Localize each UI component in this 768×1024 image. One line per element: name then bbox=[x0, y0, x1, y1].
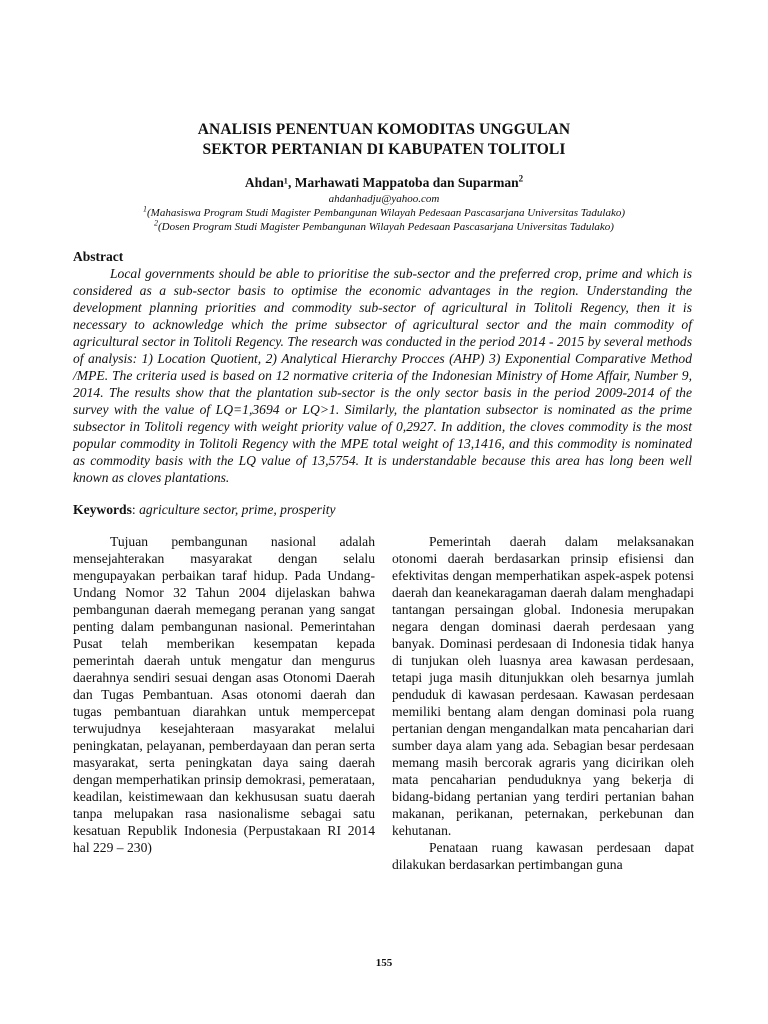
paragraph: Tujuan pembangunan nasional adalah mensejahterakan masyarakat dengan selalu mengupayakan perbaikan taraf hidup. Pada Undang-Undang Nomor 32 Tahun 2004 dijelaskan bahwa pembangunan daerah memegang peranan yang sangat penting dalam pembangunan nasional. Pemerintahan Pusat telah memberikan kesempatan kepada pemerintah daerah untuk mengatur dan mengurus daerahnya sendiri sesuai dengan asas Otonomi Daerah dan Tugas Pembantuan. Asas otonomi daerah dan tugas pembantuan diarahkan untuk mempercepat terwujudnya kesejahteraan masyarakat melalui peningkatan, pelayanan, pemberdayaan dan peran serta masyarakat, serta peningkatan daya saing daerah dengan memperhatikan prinsip demokrasi, pemerataan, keadilan, keistimewaan dan kekhususan suatu daerah tanpa melupakan rasa nasionalisme sebagai satu kesatuan Republik Indonesia (Perpustakaan RI 2014 hal 229 – 230) bbox=[73, 534, 375, 855]
paper-title-line-1: ANALISIS PENENTUAN KOMODITAS UNGGULAN bbox=[197, 121, 571, 138]
affiliation-2 bbox=[0, 220, 768, 234]
paper-title-line-2: SEKTOR PERTANIAN DI KABUPATEN TOLITOLI bbox=[202, 141, 566, 158]
abstract-heading: Abstract bbox=[73, 249, 124, 264]
keywords-label: Keywords bbox=[73, 502, 132, 517]
affiliation-1-text: (Mahasiswa Program Studi Magister Pembangunan Wilayah Pedesaan Pascasarjana Universitas Tadulako) bbox=[147, 207, 625, 219]
body-column-right bbox=[392, 533, 694, 873]
affiliation-1-marker: 1 bbox=[143, 204, 148, 214]
affiliation-1 bbox=[0, 206, 768, 220]
author-superscript: 2 bbox=[518, 173, 524, 184]
author-list bbox=[0, 175, 768, 191]
author-names: Ahdan¹, Marhawati Mappatoba dan Suparman bbox=[244, 175, 519, 190]
affiliation-2-text: (Dosen Program Studi Magister Pembangunan Wilayah Pedesaan Pascasarjana Universitas Tadulako) bbox=[158, 221, 614, 233]
keywords-separator: : bbox=[131, 502, 140, 517]
paragraph: Penataan ruang kawasan perdesaan dapat dilakukan berdasarkan pertimbangan guna bbox=[392, 840, 694, 872]
keywords-line bbox=[73, 501, 692, 518]
keywords-text: agriculture sector, prime, prosperity bbox=[139, 502, 336, 517]
paper-title bbox=[0, 120, 768, 160]
affiliation-2-marker: 2 bbox=[154, 218, 159, 228]
abstract-body: Local governments should be able to prioritise the sub-sector and the preferred crop, prime and which is considered as a sub-sector basis to optimise the economic advantages in the region. Understanding the development planning priorities and commodity sub-sector of agricultural in Tolitoli Regency, then it is necessary to acknowledge which the prime subsector of agricultural sector and the main commodity of agricultural sector in Tolitoli Regency. The research was conducted in the period 2014 - 2015 by several methods of analysis: 1) Location Quotient, 2) Analytical Hierarchy Procces (AHP) 3) Exponential Comparative Method /MPE. The criteria used is based on 12 normative criteria of the Indonesian Ministry of Home Affair, Number 9, 2014. The results show that the plantation sub-sector is the only sector basis in the period 2009-2014 of the survey with the value of LQ=1,3694 or LQ>1. Similarly, the plantation subsector is nominated as the prime subsector in Tolitoli regency with weight priority value of 0,2927. In addition, the cloves commodity is the most popular commodity in Tolitoli Regency with the MPE total weight of 13,1416, and this commodity is nominated as commodity basis with the LQ value of 13,5754. It is understandable because this area has long been well known as cloves plantations. bbox=[73, 266, 692, 485]
page-number: 155 bbox=[375, 957, 393, 969]
body-column-left bbox=[73, 533, 375, 856]
paragraph: Pemerintah daerah dalam melaksanakan otonomi daerah berdasarkan prinsip efisiensi dan efektivitas dengan memperhatikan aspek-aspek potensi daerah dan keanekaragaman daerah dalam menghadapi tantangan persaingan global. Indonesia merupakan negara dengan dominasi daerah perdesaan yang banyak. Dominasi perdesaan di Indonesia tidak hanya di tunjukan oleh luasnya area kawasan perdesaan, tetapi juga masih ditunjukkan oleh besarnya jumlah penduduk di kawasan perdesaan. Kawasan perdesaan memiliki bentang alam dengan dominasi pola ruang pertanian dengan mengandalkan mata pencaharian dari sumber daya alam yang ada. Sebagian besar perdesaan memang masih bercorak agraris yang dicirikan oleh mata pencaharian penduduknya yang bekerja di bidang-bidang pertanian yang terdiri pertanian bahan makanan, perikanan, peternakan, perkebunan dan kehutanan. bbox=[392, 534, 694, 838]
author-email: ahdanhadju@yahoo.com bbox=[328, 193, 440, 205]
